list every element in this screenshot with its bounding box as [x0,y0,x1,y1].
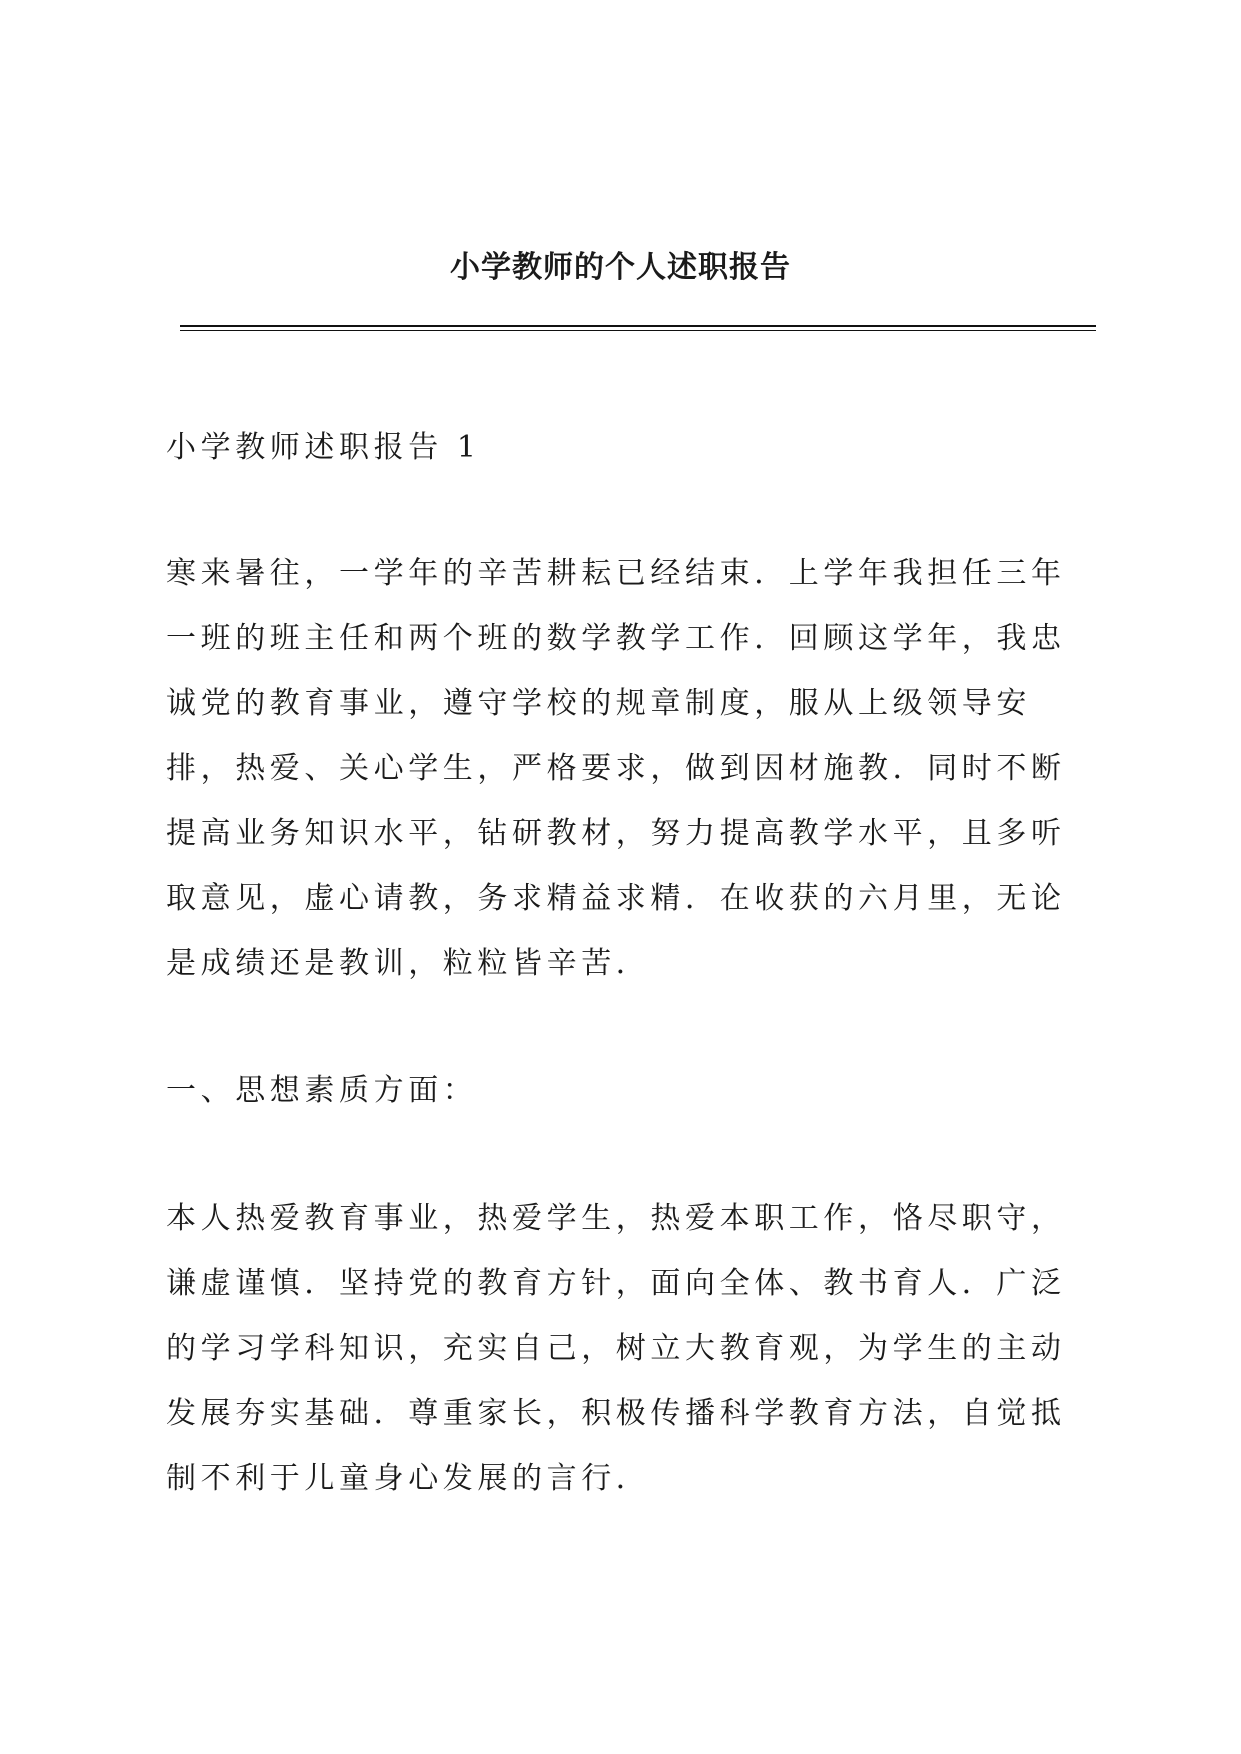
document-title: 小学教师的个人述职报告 [450,250,791,285]
body-paragraph-ideology: 本人热爱教育事业，热爱学生，热爱本职工作，恪尽职守，谦虚谨慎．坚持党的教育方针，面向全体、教书育人．广泛的学习学科知识，充实自己，树立大教育观，为学生的主动发展夯实基础．尊重家长，积极传播科学教育方法，自觉抵制不利于儿童身心发展的言行． [166,1201,1066,1496]
body-paragraph-intro: 寒来暑往，一学年的辛苦耕耘已经结束．上学年我担任三年一班的班主任和两个班的数学教学工作．回顾这学年，我忠诚党的教育事业，遵守学校的规章制度，服从上级领导安排，热爱、关心学生，严格要求，做到因材施教．同时不断提高业务知识水平，钻研教材，努力提高教学水平，且多听取意见，虚心请教，务求精益求精．在收获的六月里，无论是成绩还是教训，粒粒皆辛苦． [166,556,1066,981]
report-subtitle: 小学教师述职报告 1 [166,430,481,465]
section-heading-ideology: 一、思想素质方面： [166,1073,478,1108]
title-divider [180,325,1096,331]
